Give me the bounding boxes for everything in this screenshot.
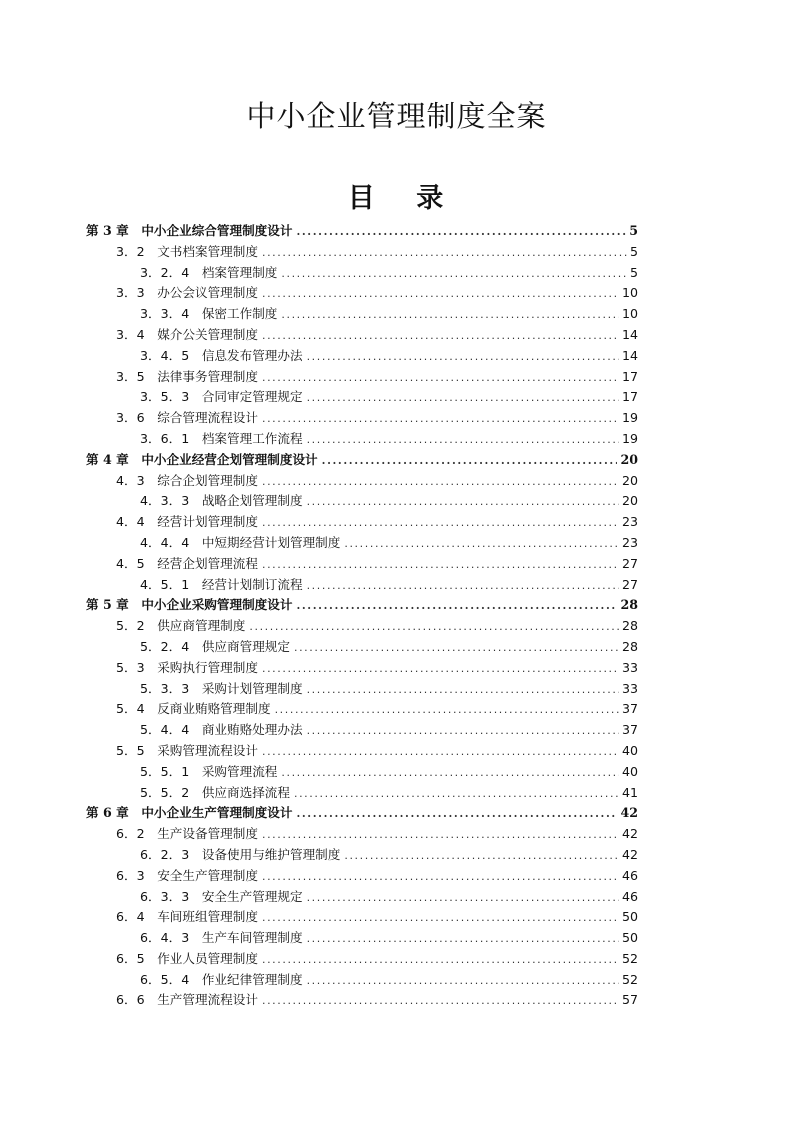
toc-dot-leader xyxy=(262,512,619,533)
toc-page-number: 27 xyxy=(621,576,638,592)
toc-entry-label: 第 5 章 中小企业采购管理制度设计 xyxy=(86,597,293,613)
toc-page-number: 14 xyxy=(621,347,638,363)
toc-dot-leader xyxy=(262,990,619,1011)
toc-dot-leader xyxy=(262,242,627,263)
toc-page-number: 52 xyxy=(621,971,638,987)
toc-dot-leader xyxy=(307,970,619,991)
toc-page-number: 10 xyxy=(621,285,638,301)
toc-page-number: 40 xyxy=(621,742,638,758)
toc-heading: 目 录 xyxy=(347,183,446,214)
toc-page-number: 40 xyxy=(621,763,638,779)
toc-section-entry[interactable] xyxy=(86,866,638,887)
toc-dot-leader xyxy=(307,575,619,596)
toc-page-number: 42 xyxy=(620,805,638,821)
toc-subsection-entry[interactable] xyxy=(86,429,638,450)
toc-section-entry[interactable] xyxy=(86,824,638,845)
toc-dot-leader xyxy=(281,263,627,284)
toc-entry-label: 第 3 章 中小企业综合管理制度设计 xyxy=(86,223,293,238)
toc-chapter-entry[interactable] xyxy=(86,450,638,471)
toc-section-entry[interactable] xyxy=(86,990,638,1011)
toc-entry-label: 5．4．4 商业贿赂处理办法 xyxy=(140,722,303,738)
toc-subsection-entry[interactable] xyxy=(86,387,638,408)
toc-dot-leader xyxy=(307,491,619,512)
toc-section-entry[interactable] xyxy=(86,367,638,388)
toc-section-entry[interactable] xyxy=(86,616,638,637)
toc-entry-label: 第 4 章 中小企业经营企划管理制度设计 xyxy=(86,451,318,467)
toc-page-number: 46 xyxy=(621,867,638,883)
toc-page-number: 27 xyxy=(621,555,638,571)
toc-page-number: 37 xyxy=(621,722,638,738)
toc-page-number: 50 xyxy=(621,930,638,946)
toc-section-entry[interactable] xyxy=(86,554,638,575)
toc-page-number: 5 xyxy=(629,264,638,280)
toc-entry-label: 第 6 章 中小企业生产管理制度设计 xyxy=(86,805,293,821)
toc-page-number: 42 xyxy=(621,826,638,842)
toc-subsection-entry[interactable] xyxy=(86,491,638,512)
toc-page-number: 5 xyxy=(629,243,638,259)
toc-dot-leader xyxy=(262,554,619,575)
toc-page-number: 42 xyxy=(621,846,638,862)
toc-entry-label: 4．3．3 战略企划管理制度 xyxy=(140,493,303,509)
toc-subsection-entry[interactable] xyxy=(86,679,638,700)
toc-dot-leader xyxy=(294,783,619,804)
toc-section-entry[interactable] xyxy=(86,408,638,429)
toc-section-entry[interactable] xyxy=(86,658,638,679)
toc-subsection-entry[interactable] xyxy=(86,887,638,908)
toc-page-number: 50 xyxy=(621,909,638,925)
toc-entry-label: 6．6 生产管理流程设计 xyxy=(116,992,258,1008)
toc-entry-label: 5．4 反商业贿赂管理制度 xyxy=(116,701,271,717)
toc-page-number: 20 xyxy=(620,451,638,467)
toc-subsection-entry[interactable] xyxy=(86,263,638,284)
toc-dot-leader xyxy=(307,429,619,450)
toc-entry-label: 5．3．3 采购计划管理制度 xyxy=(140,680,303,696)
toc-entry-label: 6．4 车间班组管理制度 xyxy=(116,909,258,925)
table-of-contents xyxy=(86,221,638,1011)
toc-page-number: 20 xyxy=(621,472,638,488)
toc-entry-label: 3．3．4 保密工作制度 xyxy=(140,306,278,322)
toc-page-number: 10 xyxy=(621,306,638,322)
toc-entry-label: 4．5．1 经营计划制订流程 xyxy=(140,576,303,592)
toc-page-number: 23 xyxy=(621,534,638,550)
toc-dot-leader xyxy=(307,887,619,908)
toc-page-number: 5 xyxy=(629,223,638,238)
toc-dot-leader xyxy=(262,283,619,304)
toc-page-number: 46 xyxy=(621,888,638,904)
toc-subsection-entry[interactable] xyxy=(86,783,638,804)
toc-section-entry[interactable] xyxy=(86,949,638,970)
toc-section-entry[interactable] xyxy=(86,471,638,492)
toc-entry-label: 4．5 经营企划管理流程 xyxy=(116,555,258,571)
toc-section-entry[interactable] xyxy=(86,242,638,263)
toc-page-number: 28 xyxy=(621,618,638,634)
toc-subsection-entry[interactable] xyxy=(86,575,638,596)
toc-page-number: 57 xyxy=(621,992,638,1008)
toc-entry-label: 6．5 作业人员管理制度 xyxy=(116,950,258,966)
toc-subsection-entry[interactable] xyxy=(86,720,638,741)
toc-dot-leader xyxy=(296,803,617,824)
toc-dot-leader xyxy=(262,325,619,346)
toc-page-number: 23 xyxy=(621,514,638,530)
toc-section-entry[interactable] xyxy=(86,699,638,720)
toc-entry-label: 4．4．4 中短期经营计划管理制度 xyxy=(140,534,341,550)
toc-page-number: 20 xyxy=(621,493,638,509)
toc-entry-label: 3．5 法律事务管理制度 xyxy=(116,368,258,384)
toc-dot-leader xyxy=(262,471,619,492)
toc-entry-label: 5．5 采购管理流程设计 xyxy=(116,742,258,758)
toc-dot-leader xyxy=(294,637,619,658)
toc-page-number: 19 xyxy=(621,410,638,426)
toc-section-entry[interactable] xyxy=(86,741,638,762)
toc-subsection-entry[interactable] xyxy=(86,637,638,658)
toc-page-number: 52 xyxy=(621,950,638,966)
toc-dot-leader xyxy=(262,907,619,928)
toc-entry-label: 6．2．3 设备使用与维护管理制度 xyxy=(140,846,341,862)
document-title: 中小企业管理制度全案 xyxy=(246,99,547,133)
toc-subsection-entry[interactable] xyxy=(86,346,638,367)
toc-entry-label: 4．4 经营计划管理制度 xyxy=(116,514,258,530)
toc-entry-label: 3．4．5 信息发布管理办法 xyxy=(140,347,303,363)
toc-dot-leader xyxy=(307,928,619,949)
toc-dot-leader xyxy=(262,658,619,679)
toc-page-number: 19 xyxy=(621,430,638,446)
toc-entry-label: 3．2 文书档案管理制度 xyxy=(116,243,258,259)
toc-dot-leader xyxy=(262,367,619,388)
toc-section-entry[interactable] xyxy=(86,512,638,533)
toc-entry-label: 6．4．3 生产车间管理制度 xyxy=(140,930,303,946)
toc-entry-label: 5．3 采购执行管理制度 xyxy=(116,659,258,675)
toc-subsection-entry[interactable] xyxy=(86,928,638,949)
toc-entry-label: 5．2．4 供应商管理规定 xyxy=(140,638,290,654)
toc-page-number: 17 xyxy=(621,368,638,384)
toc-dot-leader xyxy=(262,408,619,429)
toc-entry-label: 6．3．3 安全生产管理规定 xyxy=(140,888,303,904)
toc-dot-leader xyxy=(307,346,619,367)
toc-dot-leader xyxy=(322,450,618,471)
toc-dot-leader xyxy=(262,824,619,845)
toc-dot-leader xyxy=(262,949,619,970)
toc-dot-leader xyxy=(307,387,619,408)
toc-dot-leader xyxy=(249,616,619,637)
toc-section-entry[interactable] xyxy=(86,907,638,928)
toc-page-number: 41 xyxy=(621,784,638,800)
toc-entry-label: 4．3 综合企划管理制度 xyxy=(116,472,258,488)
toc-subsection-entry[interactable] xyxy=(86,304,638,325)
toc-page-number: 17 xyxy=(621,389,638,405)
toc-dot-leader xyxy=(307,679,619,700)
toc-page-number: 14 xyxy=(621,326,638,342)
toc-entry-label: 3．3 办公会议管理制度 xyxy=(116,285,258,301)
toc-dot-leader xyxy=(262,866,619,887)
toc-dot-leader xyxy=(344,533,619,554)
toc-subsection-entry[interactable] xyxy=(86,533,638,554)
toc-entry-label: 3．5．3 合同审定管理规定 xyxy=(140,389,303,405)
toc-entry-label: 6．5．4 作业纪律管理制度 xyxy=(140,971,303,987)
toc-subsection-entry[interactable] xyxy=(86,845,638,866)
toc-dot-leader xyxy=(307,720,619,741)
toc-entry-label: 6．2 生产设备管理制度 xyxy=(116,826,258,842)
toc-dot-leader xyxy=(281,304,619,325)
toc-entry-label: 5．5．1 采购管理流程 xyxy=(140,763,278,779)
toc-chapter-entry[interactable] xyxy=(86,595,638,616)
toc-subsection-entry[interactable] xyxy=(86,762,638,783)
toc-page-number: 28 xyxy=(621,638,638,654)
toc-dot-leader xyxy=(344,845,619,866)
toc-entry-label: 3．2．4 档案管理制度 xyxy=(140,264,278,280)
toc-subsection-entry[interactable] xyxy=(86,970,638,991)
toc-dot-leader xyxy=(281,762,619,783)
toc-entry-label: 3．4 媒介公关管理制度 xyxy=(116,326,258,342)
toc-entry-label: 3．6．1 档案管理工作流程 xyxy=(140,430,303,446)
toc-dot-leader xyxy=(275,699,619,720)
toc-page-number: 37 xyxy=(621,701,638,717)
toc-entry-label: 3．6 综合管理流程设计 xyxy=(116,410,258,426)
toc-entry-label: 5．2 供应商管理制度 xyxy=(116,618,246,634)
toc-dot-leader xyxy=(262,741,619,762)
toc-section-entry[interactable] xyxy=(86,283,638,304)
toc-chapter-entry[interactable] xyxy=(86,221,638,242)
toc-section-entry[interactable] xyxy=(86,325,638,346)
toc-dot-leader xyxy=(296,595,617,616)
toc-dot-leader xyxy=(296,221,626,242)
toc-page-number: 28 xyxy=(620,597,638,613)
toc-entry-label: 5．5．2 供应商选择流程 xyxy=(140,784,290,800)
toc-page-number: 33 xyxy=(621,680,638,696)
toc-chapter-entry[interactable] xyxy=(86,803,638,824)
toc-page-number: 33 xyxy=(621,659,638,675)
toc-entry-label: 6．3 安全生产管理制度 xyxy=(116,867,258,883)
